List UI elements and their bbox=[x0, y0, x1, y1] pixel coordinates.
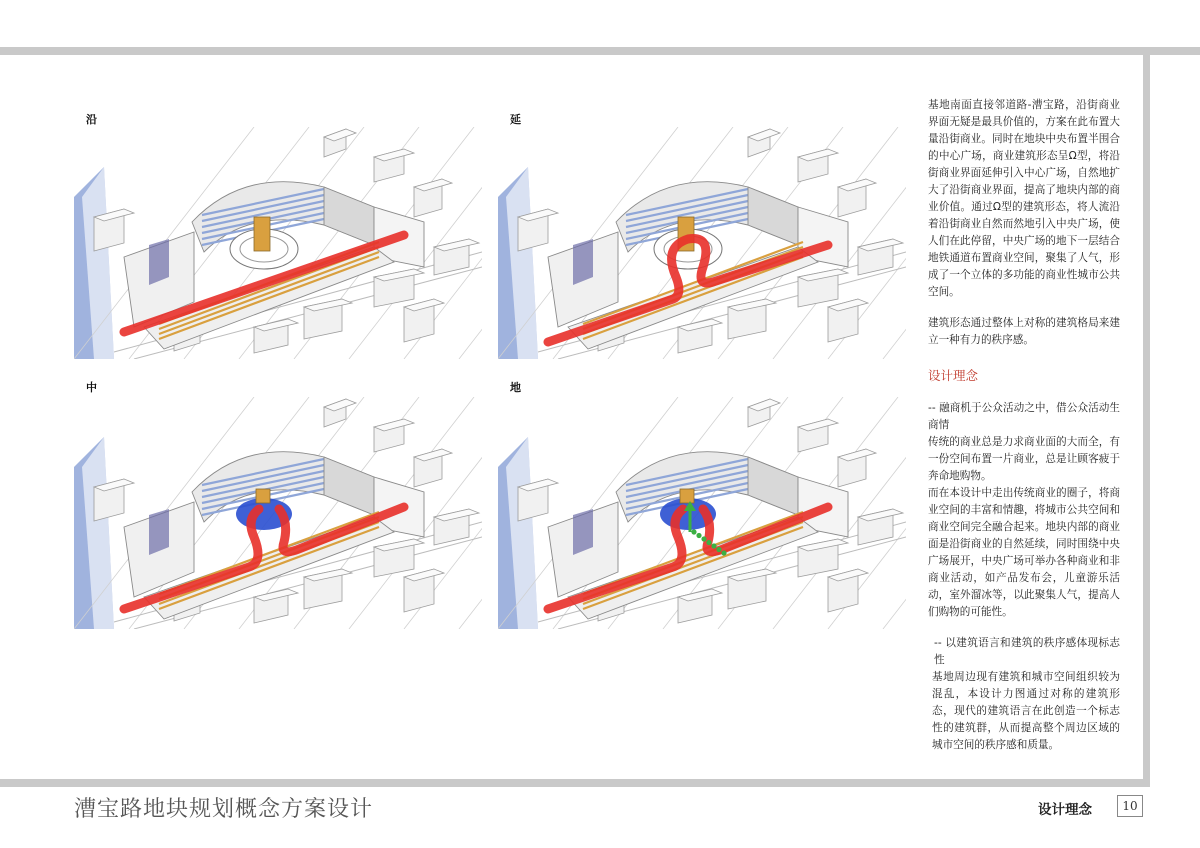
massing-diagram-2 bbox=[498, 127, 906, 359]
panel-label-extended-frontage: 延 bbox=[510, 113, 521, 126]
massing-illustration bbox=[498, 127, 906, 359]
massing-diagram-1 bbox=[74, 127, 482, 359]
massing-diagram-3 bbox=[74, 397, 482, 629]
page-frame-top bbox=[0, 47, 1200, 55]
paragraph-concept-1-detail: 而在本设计中走出传统商业的圈子，将商业空间的丰富和情趣，将城市公共空间和商业空间完全融合起来。地块内部的商业面是沿街商业的自然延续，同时围绕中央广场展开，中央广场可举办各种商业和非商业活动，如产品发布会，儿童游乐活动，室外溜冰等，以此聚集人气，提高人们购物的可能性。 bbox=[928, 487, 1120, 618]
panel-label-central-plaza: 中 bbox=[86, 381, 97, 394]
paragraph-concept-1-body: 传统的商业总是力求商业面的大而全，有一份空间布置一片商业，总是让顾客疲于奔命地购物。 bbox=[928, 436, 1120, 482]
massing-illustration bbox=[498, 397, 906, 629]
massing-illustration bbox=[74, 397, 482, 629]
panel-label-street-frontage: 沿 bbox=[86, 113, 97, 126]
section-heading-design-concept: 设计理念 bbox=[928, 368, 979, 383]
section-label: 设计理念 bbox=[1038, 802, 1092, 818]
paragraph-site-intro: 基地南面直接邻道路-漕宝路，沿街商业界面无疑是最具价值的，方案在此布置大量沿街商业。同时在地块中央布置半围合的中心广场，商业建筑形态呈Ω型，将沿街商业界面延伸引入中心广场，自然地扩大了沿街商业界面，提高了地块内部的商业价值。通过Ω型的建筑形态，将人流沿着沿街商业自然而然地引入中央广场，使人们在此停留，中央广场的地下一层结合地铁通道布置商业空间，聚集了人气，形成了一个立体的多功能的商业性城市公共空间。 bbox=[928, 99, 1120, 298]
paragraph-concept-1-title: -- 融商机于公众活动之中，借公众活动生商情 bbox=[928, 402, 1120, 431]
massing-diagram-4 bbox=[498, 397, 906, 629]
page-frame-bottom bbox=[0, 779, 1150, 787]
page-frame-right bbox=[1143, 47, 1150, 787]
description-column bbox=[928, 97, 1120, 754]
paragraph-concept-2-title: -- 以建筑语言和建筑的秩序感体现标志性 bbox=[934, 637, 1120, 666]
document-title: 漕宝路地块规划概念方案设计 bbox=[74, 797, 374, 822]
massing-illustration bbox=[74, 127, 482, 359]
paragraph-order: 建筑形态通过整体上对称的建筑格局来建立一种有力的秩序感。 bbox=[928, 317, 1120, 346]
paragraph-concept-2-body: 基地周边现有建筑和城市空间组织较为混乱，本设计力图通过对称的建筑形态，现代的建筑语言在此创造一个标志性的建筑群，从而提高整个周边区域的城市空间的秩序感和质量。 bbox=[932, 671, 1120, 751]
panel-label-metro-connection: 地 bbox=[510, 381, 521, 394]
page-number: 10 bbox=[1117, 795, 1143, 817]
